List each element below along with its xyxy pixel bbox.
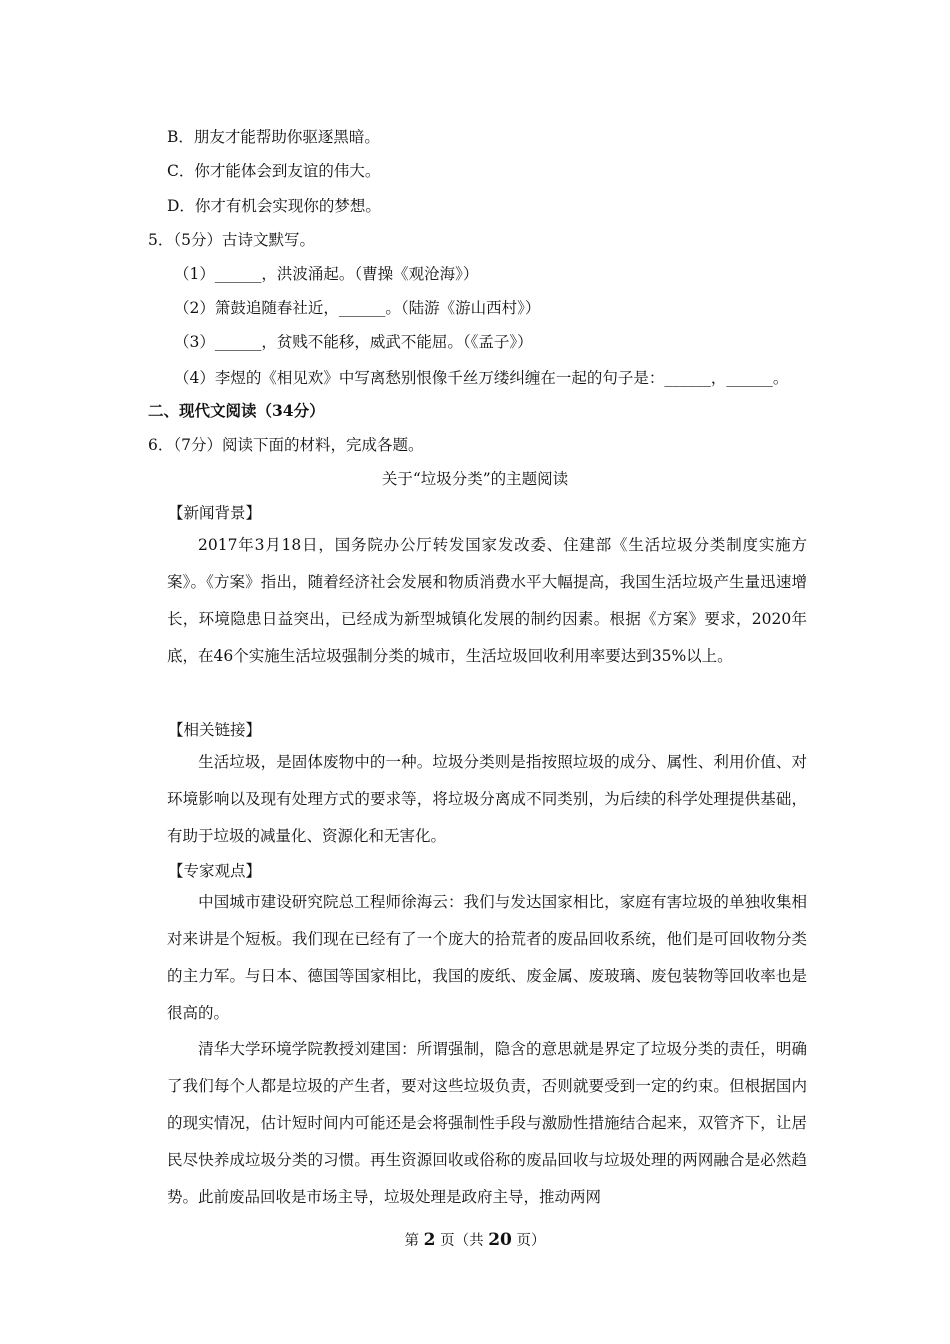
expert-view-text-1 bbox=[167, 884, 807, 1032]
option-b: B．朋友才能帮助你驱逐黑暗。 bbox=[167, 128, 380, 146]
question-5-item-2: （2）箫鼓追随春社近，______。（陆游《游山西村》） bbox=[174, 299, 541, 317]
question-6-stem: 6．（7分）阅读下面的材料，完成各题。 bbox=[148, 436, 424, 454]
option-d: D．你才有机会实现你的梦想。 bbox=[167, 197, 381, 215]
related-link-label: 【相关链接】 bbox=[168, 721, 262, 739]
footer-page-number: 2 bbox=[423, 1230, 436, 1250]
footer-total-pages: 20 bbox=[488, 1230, 512, 1250]
footer-prefix: 第 bbox=[404, 1233, 420, 1249]
question-5-item-4: （4）李煜的《相见欢》中写离愁别恨像千丝万缕纠缠在一起的句子是：______，______。 bbox=[174, 369, 789, 387]
option-c: C．你才能体会到友谊的伟大。 bbox=[167, 162, 381, 180]
related-link-body: 生活垃圾，是固体废物中的一种。垃圾分类则是指按照垃圾的成分、属性、利用价值、对环境影响以及现有处理方式的要求等，将垃圾分离成不同类别，为后续的科学处理提供基础，有助于垃圾的减量化、资源化和无害化。 bbox=[167, 753, 807, 845]
expert-view-body-2: 清华大学环境学院教授刘建国：所谓强制，隐含的意思就是界定了垃圾分类的责任，明确了我们每个人都是垃圾的产生者，要对这些垃圾负责，否则就要受到一定的约束。但根据国内的现实情况，估计短时间内可能还是会将强制性手段与激励性措施结合起来，双管齐下，让居民尽快养成垃圾分类的习惯。再生资源回收或俗称的废品回收与垃圾处理的两网融合是必然趋势。此前废品回收是市场主导，垃圾处理是政府主导，推动两网 bbox=[167, 1040, 807, 1206]
related-link-text bbox=[167, 744, 807, 855]
expert-view-body-1: 中国城市建设研究院总工程师徐海云：我们与发达国家相比，家庭有害垃圾的单独收集相对来讲是个短板。我们现在已经有了一个庞大的拾荒者的废品回收系统，他们是可回收物分类的主力军。与日本、德国等国家相比，我国的废纸、废金属、废玻璃、废包装物等回收率也是很高的。 bbox=[167, 893, 807, 1022]
expert-view-label: 【专家观点】 bbox=[168, 862, 262, 880]
question-5-item-3: （3）______，贫贱不能移，威武不能屈。（《孟子》） bbox=[174, 333, 533, 351]
page-footer bbox=[0, 1230, 950, 1251]
question-5-item-1: （1）______，洪波涌起。（曹操《观沧海》） bbox=[174, 265, 479, 283]
section-heading: 二、现代文阅读（34分） bbox=[148, 401, 325, 420]
footer-suffix: 页） bbox=[516, 1233, 546, 1249]
question-5-stem: 5．（5分）古诗文默写。 bbox=[148, 231, 315, 249]
news-background-label: 【新闻背景】 bbox=[168, 504, 262, 522]
expert-view-text-2 bbox=[167, 1031, 807, 1216]
reading-title: 关于“垃圾分类”的主题阅读 bbox=[381, 470, 569, 488]
news-background-text bbox=[167, 527, 807, 675]
news-background-body: 2017年3月18日，国务院办公厅转发国家发改委、住建部《生活垃圾分类制度实施方案》。《方案》指出，随着经济社会发展和物质消费水平大幅提高，我国生活垃圾产生量迅速增长，环境隐患日益突出，已经成为新型城镇化发展的制约因素。根据《方案》要求，2020年底，在46个实施生活垃圾强制分类的城市，生活垃圾回收利用率要达到35%以上。 bbox=[167, 536, 807, 665]
footer-mid: 页（共 bbox=[440, 1233, 484, 1249]
